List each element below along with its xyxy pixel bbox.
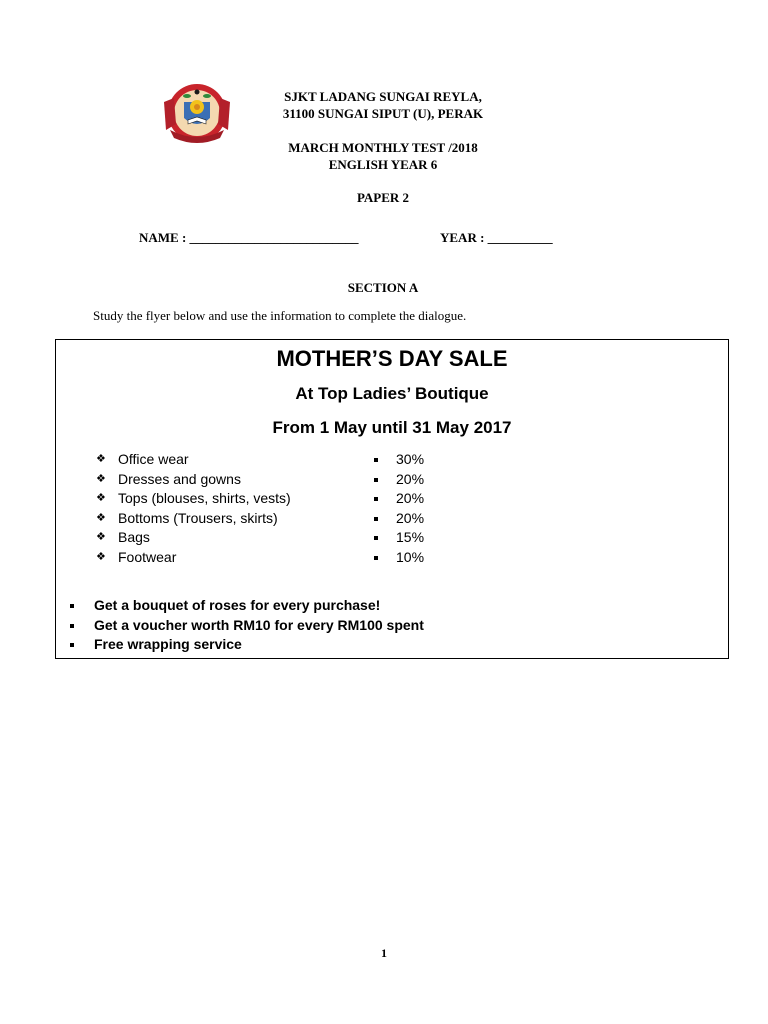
- instruction-text: Study the flyer below and use the information to complete the dialogue.: [93, 308, 467, 323]
- offer-text: Get a voucher worth RM10 for every RM100 spent: [94, 616, 424, 633]
- offer-list: [70, 596, 710, 655]
- square-bullet-icon: [374, 478, 378, 482]
- section-title: SECTION A: [347, 280, 419, 295]
- school-name: SJKT LADANG SUNGAI REYLA,: [284, 89, 482, 104]
- square-bullet-icon: [70, 604, 74, 608]
- discount-value: 10%: [396, 548, 425, 565]
- square-bullet-icon: [374, 536, 378, 540]
- diamond-bullet-icon: ❖: [96, 492, 106, 504]
- list-item: [374, 450, 494, 470]
- flyer-date-range: From 1 May until 31 May 2017: [272, 418, 512, 437]
- school-address: 31100 SUNGAI SIPUT (U), PERAK: [282, 106, 484, 121]
- list-item: [374, 548, 494, 568]
- year-field[interactable]: YEAR : __________: [440, 230, 553, 245]
- discount-value: 15%: [396, 529, 425, 545]
- offer-text: Get a bouquet of roses for every purchase!: [94, 597, 381, 613]
- item-name: Dresses and gowns: [118, 470, 241, 487]
- list-item: [70, 596, 710, 616]
- paper-label: PAPER 2: [356, 190, 410, 205]
- discount-value: 20%: [396, 490, 425, 506]
- square-bullet-icon: [374, 517, 378, 521]
- diamond-bullet-icon: ❖: [96, 472, 106, 485]
- diamond-bullet-icon: ❖: [96, 550, 106, 563]
- item-name: Office wear: [118, 451, 189, 467]
- item-name: Footwear: [118, 548, 177, 565]
- list-item: [374, 528, 494, 548]
- square-bullet-icon: [374, 458, 378, 462]
- list-item: [70, 616, 710, 636]
- discount-value: 20%: [396, 509, 425, 526]
- name-field[interactable]: NAME : __________________________: [139, 230, 359, 245]
- subject-title: ENGLISH YEAR 6: [328, 157, 438, 172]
- flyer-title: MOTHER’S DAY SALE: [276, 346, 508, 371]
- list-item: [374, 470, 494, 490]
- offer-text: Free wrapping service: [94, 636, 242, 652]
- square-bullet-icon: [374, 497, 378, 501]
- discount-value: 30%: [396, 451, 425, 467]
- test-name: MARCH MONTHLY TEST /2018: [288, 140, 478, 155]
- item-name: Tops (blouses, shirts, vests): [118, 490, 291, 506]
- item-name: Bottoms (Trousers, skirts): [118, 509, 278, 526]
- flyer-subtitle: At Top Ladies’ Boutique: [295, 384, 489, 403]
- diamond-bullet-icon: ❖: [96, 531, 106, 543]
- square-bullet-icon: [70, 643, 74, 647]
- discount-value: 20%: [396, 470, 425, 487]
- school-crest-logo: [160, 80, 234, 146]
- list-item: [70, 635, 710, 655]
- page-number: 1: [381, 946, 387, 960]
- diamond-bullet-icon: ❖: [96, 453, 106, 465]
- diamond-bullet-icon: ❖: [96, 511, 106, 524]
- list-item: [374, 489, 494, 509]
- square-bullet-icon: [374, 556, 378, 560]
- list-item: [374, 509, 494, 529]
- square-bullet-icon: [70, 624, 74, 628]
- item-name: Bags: [118, 529, 150, 545]
- flyer-box: [55, 339, 729, 659]
- discount-list: [374, 450, 494, 567]
